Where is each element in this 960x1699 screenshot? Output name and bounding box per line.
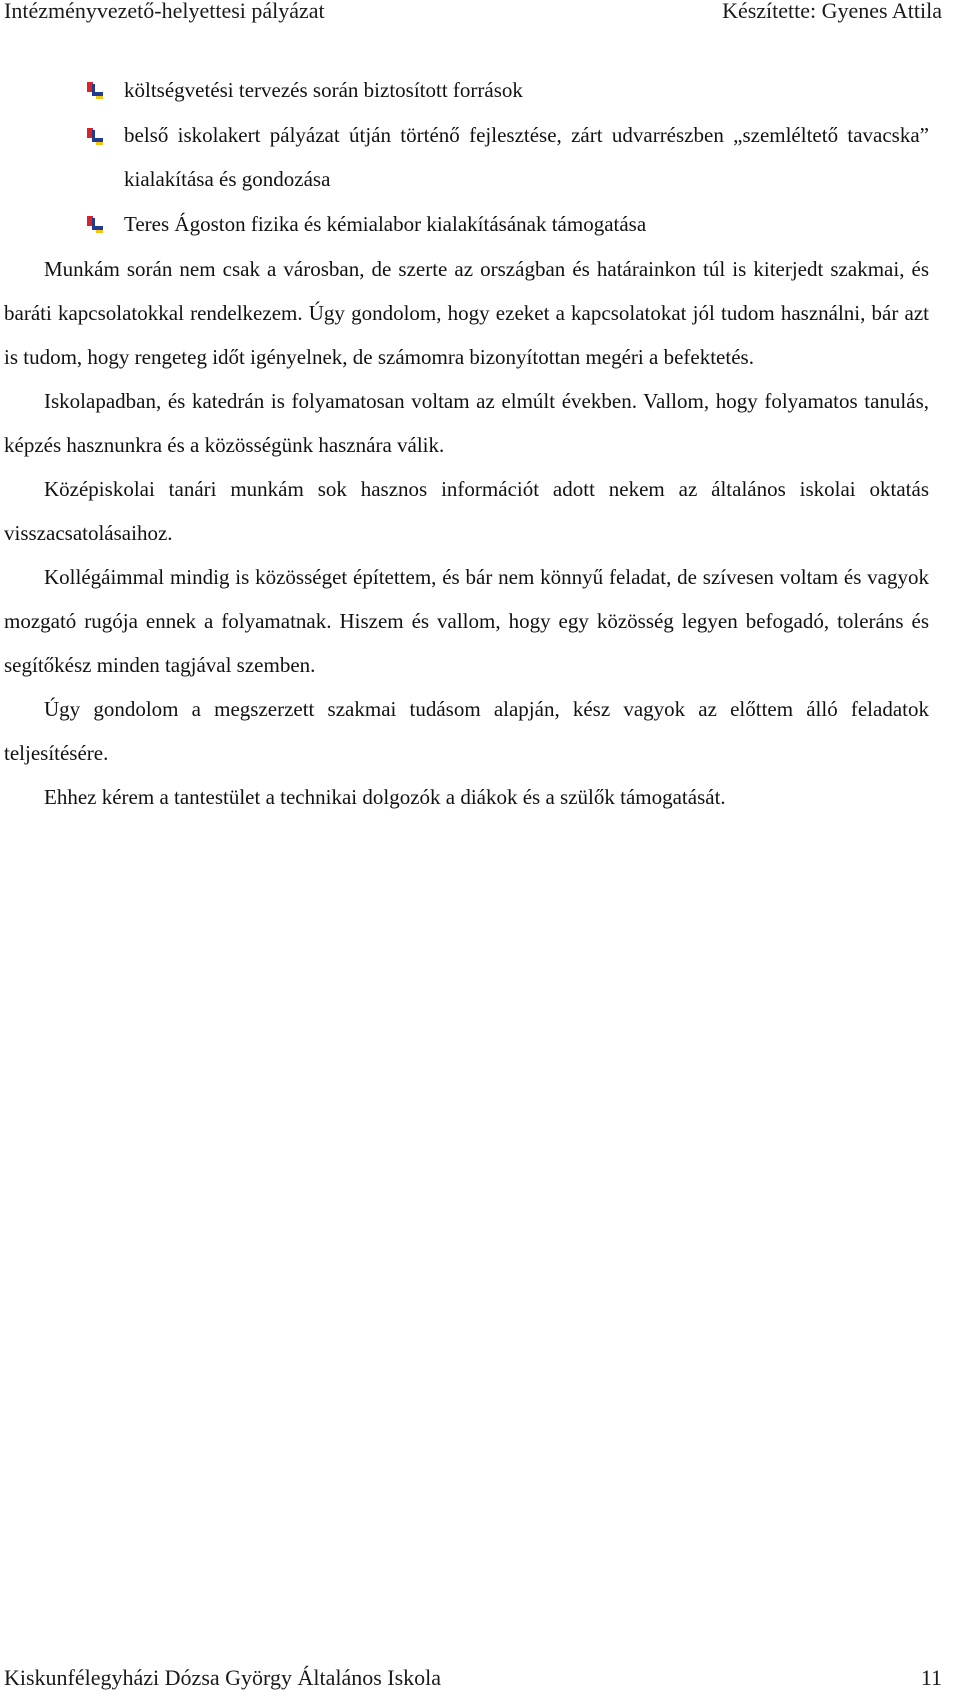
list-item-text: Teres Ágoston fizika és kémialabor kialakításának támogatása [124,212,647,236]
page-body [4,67,929,819]
list-item-text: költségvetési tervezés során biztosított források [124,78,523,102]
header-author: Készítette: Gyenes Attila [722,0,942,23]
list-item [4,201,929,247]
list-item [4,67,929,113]
page-number: 11 [920,1665,942,1690]
paragraph-request: Ehhez kérem a tantestület a technikai dolgozók a diákok és a szülők támogatását. [44,785,726,809]
footer-school: Kiskunfélegyházi Dózsa György Általános Iskola [4,1665,442,1690]
list-item-text: belső iskolakert pályázat útján történő fejlesztése, zárt udvarrészben „szemléltető tavacska” kialakítása és gondozása [124,123,929,191]
paragraph-community: Kollégáimmal mindig is közösséget építettem, és bár nem könnyű feladat, de szívesen voltam és vagyok mozgató rugója ennek a folyamatnak. Hiszem és vallom, hogy egy közösség legyen befogadó, toleráns és segítőkész minden tagjával szemben. [4,565,929,677]
arrow-bullet-icon [87,82,103,100]
arrow-bullet-icon [87,216,103,234]
list-item [4,113,929,201]
paragraph-network: Munkám során nem csak a városban, de szerte az országban és határainkon túl is kiterjedt szakmai, és baráti kapcsolatokkal rendelkezem. Úgy gondolom, hogy ezeket a kapcsolatokat jól tudom használni, bár azt is tudom, hogy rengeteg időt igényelnek, de számomra bizonyítottan megéri a befektetés. [4,257,929,369]
paragraph-learning: Iskolapadban, és katedrán is folyamatosan voltam az elmúlt években. Vallom, hogy folyamatos tanulás, képzés hasznunkra és a közösségünk hasznára válik. [4,389,929,457]
page-footer [4,1666,942,1690]
paragraph-teaching: Középiskolai tanári munkám sok hasznos információt adott nekem az általános iskolai oktatás visszacsatolásaihoz. [4,477,929,545]
header-title: Intézményvezető-helyettesi pályázat [4,0,325,23]
arrow-bullet-icon [87,128,103,146]
page-header [4,0,942,22]
paragraph-readiness: Úgy gondolom a megszerzett szakmai tudásom alapján, kész vagyok az előttem álló feladatok teljesítésére. [4,697,929,765]
